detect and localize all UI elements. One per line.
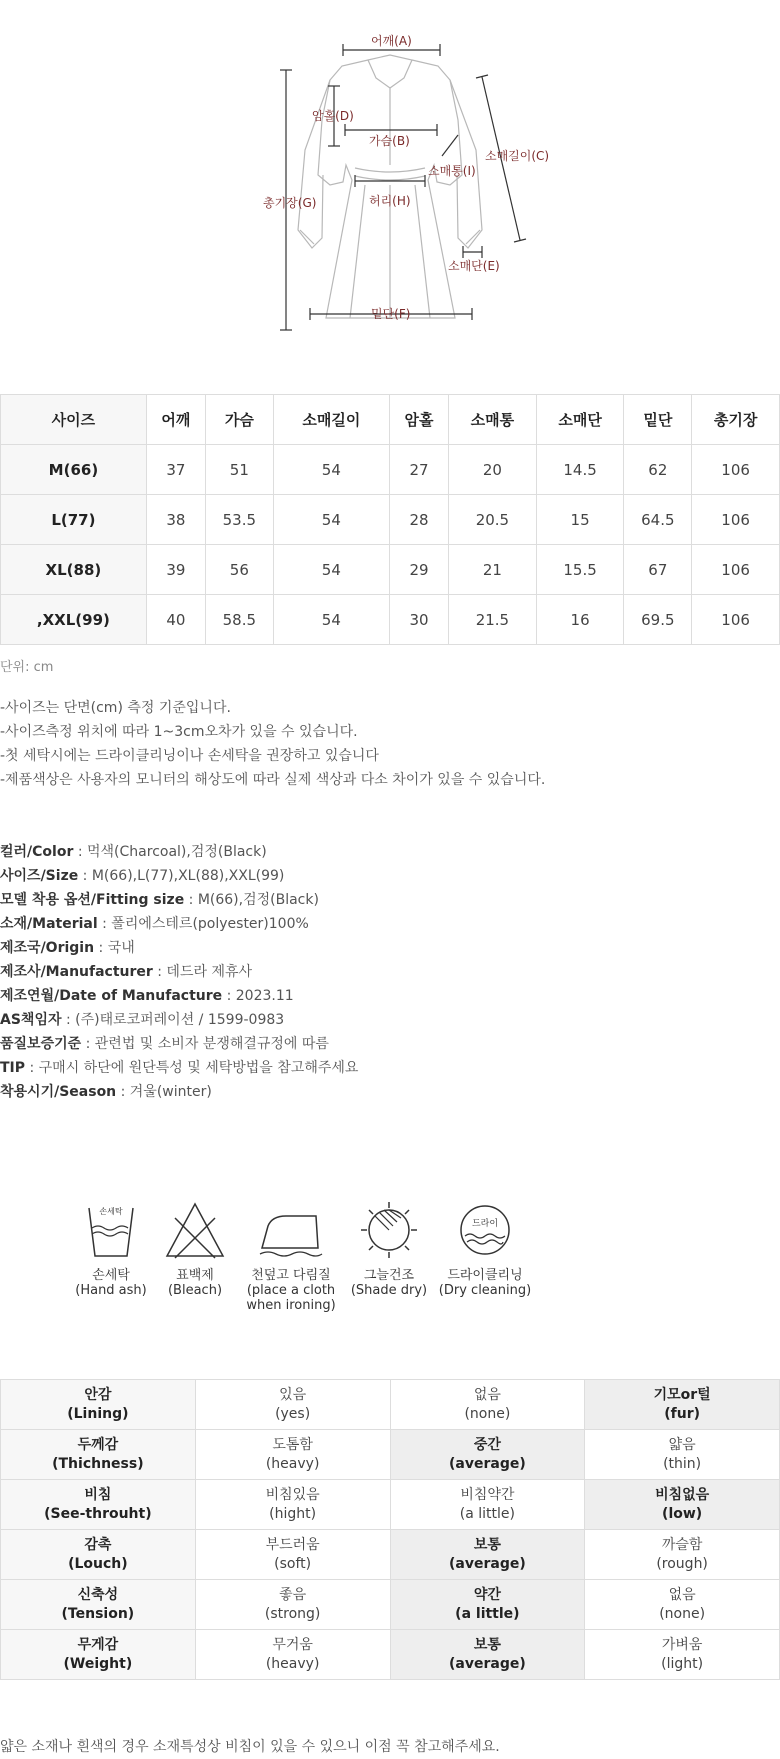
cell-line: 감촉 bbox=[84, 1536, 112, 1553]
spec-value: : 구매시 하단에 원단특성 및 세탁방법을 참고해주세요 bbox=[25, 1060, 359, 1076]
measure-cell: 30 bbox=[389, 595, 448, 645]
measure-cell: 29 bbox=[389, 545, 448, 595]
care-item-no-bleach bbox=[140, 1200, 250, 1298]
spec-label: 제조연월/Date of Manufacture bbox=[0, 988, 223, 1004]
fabric-option-selected bbox=[585, 1380, 780, 1430]
measure-cell: 28 bbox=[389, 495, 448, 545]
table-row bbox=[1, 545, 780, 595]
size-label-cell: ,XXL(99) bbox=[1, 595, 147, 645]
cell-line: 비침약간 bbox=[460, 1486, 515, 1503]
cell-line: 중간 bbox=[473, 1436, 501, 1453]
fabric-attribute-cell bbox=[1, 1630, 196, 1680]
care-label-line: (Hand ash) bbox=[75, 1283, 147, 1298]
cell-line: (thin) bbox=[663, 1455, 702, 1472]
measure-cell: 106 bbox=[692, 495, 780, 545]
label-hem: 밑단(F) bbox=[371, 307, 411, 321]
shade-dry-icon bbox=[357, 1200, 421, 1262]
cell-line: (See-throuht) bbox=[44, 1505, 152, 1522]
hand-wash-icon bbox=[81, 1200, 141, 1262]
note-line: -사이즈측정 위치에 따라 1~3cm오차가 있을 수 있습니다. bbox=[0, 724, 358, 740]
care-label-line: 표백제 bbox=[176, 1268, 214, 1283]
fabric-attribute-cell bbox=[1, 1580, 196, 1630]
fabric-option bbox=[585, 1430, 780, 1480]
fabric-table bbox=[0, 1379, 780, 1680]
spec-value: : 관련법 및 소비자 분쟁해결규정에 따름 bbox=[81, 1036, 329, 1052]
cell-line: (soft) bbox=[274, 1555, 312, 1572]
measure-cell: 54 bbox=[273, 445, 389, 495]
cell-line: (heavy) bbox=[265, 1655, 320, 1672]
measure-cell: 16 bbox=[536, 595, 624, 645]
spec-line bbox=[0, 1080, 358, 1104]
measure-cell: 106 bbox=[692, 445, 780, 495]
note-line: -첫 세탁시에는 드라이클리닝이나 손세탁을 권장하고 있습니다 bbox=[0, 748, 379, 764]
header-cell: 소매길이 bbox=[273, 395, 389, 445]
cell-line: 도톰함 bbox=[272, 1436, 313, 1453]
cell-line: (average) bbox=[449, 1655, 526, 1672]
cell-line: (none) bbox=[659, 1605, 706, 1622]
spec-value: : M(66),검정(Black) bbox=[184, 892, 319, 908]
spec-line bbox=[0, 960, 358, 984]
care-instructions bbox=[0, 1200, 780, 1330]
table-row bbox=[1, 495, 780, 545]
care-item-iron-with-cloth bbox=[236, 1200, 346, 1313]
fabric-option bbox=[195, 1630, 390, 1680]
cell-line: 비침있음 bbox=[265, 1486, 320, 1503]
label-sleeve-width: 소매통(I) bbox=[428, 164, 476, 178]
cell-line: 기모or털 bbox=[653, 1386, 711, 1403]
measure-cell: 67 bbox=[624, 545, 692, 595]
cell-line: (heavy) bbox=[265, 1455, 320, 1472]
measure-cell: 54 bbox=[273, 495, 389, 545]
spec-label: 품질보증기준 bbox=[0, 1036, 82, 1052]
cell-line: 보통 bbox=[473, 1636, 501, 1653]
measure-cell: 54 bbox=[273, 545, 389, 595]
cell-line: (none) bbox=[464, 1405, 511, 1422]
header-cell: 사이즈 bbox=[1, 395, 147, 445]
cell-line: 좋음 bbox=[279, 1586, 307, 1603]
cell-line: 비침없음 bbox=[655, 1486, 710, 1503]
svg-text:손세탁: 손세탁 bbox=[99, 1207, 123, 1216]
cell-line: 무거움 bbox=[272, 1636, 313, 1653]
cell-line: (average) bbox=[449, 1555, 526, 1572]
cell-line: 안감 bbox=[84, 1386, 112, 1403]
care-label-line: (Shade dry) bbox=[350, 1283, 428, 1298]
measure-cell: 54 bbox=[273, 595, 389, 645]
spec-value: : (주)태로코퍼레이션 / 1599-0983 bbox=[61, 1012, 285, 1028]
measure-cell: 15.5 bbox=[536, 545, 624, 595]
cell-line: (a little) bbox=[459, 1505, 515, 1522]
header-cell: 가슴 bbox=[205, 395, 273, 445]
label-chest: 가슴(B) bbox=[369, 134, 410, 148]
size-label-cell: M(66) bbox=[1, 445, 147, 495]
care-label-line: 그늘건조 bbox=[363, 1268, 415, 1283]
fabric-attribute-cell bbox=[1, 1430, 196, 1480]
cell-line: 무게감 bbox=[77, 1636, 119, 1653]
fabric-option bbox=[585, 1630, 780, 1680]
measure-cell: 27 bbox=[389, 445, 448, 495]
cell-line: (Tension) bbox=[61, 1605, 135, 1622]
fabric-option bbox=[195, 1530, 390, 1580]
cell-line: (Weight) bbox=[63, 1655, 133, 1672]
cell-line: (fur) bbox=[664, 1405, 700, 1422]
measure-cell: 53.5 bbox=[205, 495, 273, 545]
table-row bbox=[1, 1480, 780, 1530]
spec-label: 소재/Material bbox=[0, 916, 98, 932]
care-label-line: when ironing) bbox=[246, 1298, 336, 1313]
fabric-option-selected bbox=[390, 1430, 585, 1480]
header-cell: 밑단 bbox=[624, 395, 692, 445]
table-row bbox=[1, 595, 780, 645]
note-line: -사이즈는 단면(cm) 측정 기준입니다. bbox=[0, 700, 231, 716]
fabric-option-selected bbox=[390, 1630, 585, 1680]
header-cell: 소매통 bbox=[449, 395, 537, 445]
care-label-line: (Bleach) bbox=[167, 1283, 223, 1298]
cell-line: (Thichness) bbox=[52, 1455, 144, 1472]
fabric-option bbox=[585, 1580, 780, 1630]
care-label-line: 드라이클리닝 bbox=[447, 1268, 523, 1283]
care-label-line: 천덮고 다림질 bbox=[251, 1268, 331, 1283]
measure-cell: 20 bbox=[449, 445, 537, 495]
table-row bbox=[1, 1430, 780, 1480]
measure-cell: 39 bbox=[146, 545, 205, 595]
cell-line: (rough) bbox=[656, 1555, 708, 1572]
cell-line: (low) bbox=[662, 1505, 703, 1522]
fabric-option bbox=[390, 1480, 585, 1530]
spec-label: 모델 착용 옵션/Fitting size bbox=[0, 892, 185, 908]
care-item-shade-dry bbox=[334, 1200, 444, 1298]
cell-line: 있음 bbox=[279, 1386, 307, 1403]
spec-label: 제조국/Origin bbox=[0, 940, 95, 956]
measure-cell: 15 bbox=[536, 495, 624, 545]
measure-cell: 20.5 bbox=[449, 495, 537, 545]
spec-line bbox=[0, 936, 358, 960]
dry-cleaning-icon bbox=[455, 1200, 515, 1262]
spec-line bbox=[0, 1032, 358, 1056]
spec-value: : 데드라 제휴사 bbox=[152, 964, 253, 980]
fabric-option bbox=[390, 1380, 585, 1430]
cell-line: 신축성 bbox=[77, 1586, 119, 1603]
measure-cell: 106 bbox=[692, 545, 780, 595]
cell-line: 두께감 bbox=[77, 1436, 119, 1453]
measure-cell: 56 bbox=[205, 545, 273, 595]
spec-line bbox=[0, 1008, 358, 1032]
spec-line bbox=[0, 1056, 358, 1080]
table-row bbox=[1, 1530, 780, 1580]
label-armhole: 암홀(D) bbox=[312, 109, 354, 123]
cell-line: 얇음 bbox=[668, 1436, 696, 1453]
cell-line: (average) bbox=[449, 1455, 526, 1472]
label-sleeve-length: 소매길이(C) bbox=[485, 149, 550, 163]
cell-line: 가벼움 bbox=[661, 1636, 703, 1653]
spec-line bbox=[0, 864, 358, 888]
fabric-option bbox=[195, 1580, 390, 1630]
spec-value: : 겨울(winter) bbox=[116, 1084, 212, 1100]
measure-cell: 14.5 bbox=[536, 445, 624, 495]
spec-label: 사이즈/Size bbox=[0, 868, 79, 884]
fabric-attribute-cell bbox=[1, 1380, 196, 1430]
spec-value: : M(66),L(77),XL(88),XXL(99) bbox=[78, 868, 285, 884]
cell-line: (strong) bbox=[264, 1605, 321, 1622]
iron-with-cloth-icon bbox=[256, 1200, 326, 1262]
size-notes bbox=[0, 696, 545, 792]
spec-label: AS책임자 bbox=[0, 1012, 62, 1028]
fabric-option bbox=[195, 1380, 390, 1430]
spec-label: 착용시기/Season bbox=[0, 1084, 117, 1100]
measure-cell: 69.5 bbox=[624, 595, 692, 645]
fabric-option bbox=[585, 1530, 780, 1580]
measure-cell: 58.5 bbox=[205, 595, 273, 645]
measure-cell: 21.5 bbox=[449, 595, 537, 645]
measure-cell: 106 bbox=[692, 595, 780, 645]
spec-line bbox=[0, 888, 358, 912]
product-specs bbox=[0, 840, 358, 1104]
cell-line: 약간 bbox=[473, 1586, 501, 1603]
note-line: -제품색상은 사용자의 모니터의 해상도에 따라 실제 색상과 다소 차이가 있을 수 있습니다. bbox=[0, 772, 546, 788]
svg-text:드라이: 드라이 bbox=[471, 1219, 499, 1229]
header-cell: 암홀 bbox=[389, 395, 448, 445]
cell-line: 없음 bbox=[473, 1386, 501, 1403]
unit-label: 단위: cm bbox=[0, 660, 54, 675]
spec-line bbox=[0, 840, 358, 864]
cell-line: 까슬함 bbox=[661, 1536, 703, 1553]
label-cuff: 소매단(E) bbox=[448, 259, 500, 273]
care-label-line: (Dry cleaning) bbox=[438, 1283, 532, 1298]
spec-value: : 먹색(Charcoal),검정(Black) bbox=[73, 844, 267, 860]
spec-line bbox=[0, 912, 358, 936]
measure-cell: 64.5 bbox=[624, 495, 692, 545]
spec-value: : 2023.11 bbox=[222, 988, 294, 1004]
measure-cell: 51 bbox=[205, 445, 273, 495]
table-row bbox=[1, 1380, 780, 1430]
size-table-header bbox=[1, 395, 780, 445]
spec-value: : 국내 bbox=[94, 940, 135, 956]
size-table bbox=[0, 394, 780, 645]
care-label-line: (place a cloth bbox=[246, 1283, 336, 1298]
cell-line: (hight) bbox=[269, 1505, 317, 1522]
fabric-attribute-cell bbox=[1, 1530, 196, 1580]
table-row bbox=[1, 1630, 780, 1680]
dress-sketch bbox=[0, 0, 780, 360]
measure-cell: 37 bbox=[146, 445, 205, 495]
header-cell: 소매단 bbox=[536, 395, 624, 445]
cell-line: (light) bbox=[661, 1655, 704, 1672]
measure-cell: 21 bbox=[449, 545, 537, 595]
cell-line: 부드러움 bbox=[265, 1536, 320, 1553]
size-diagram bbox=[0, 0, 780, 360]
fabric-option-selected bbox=[585, 1480, 780, 1530]
label-waist: 허리(H) bbox=[369, 194, 411, 208]
fabric-option-selected bbox=[390, 1580, 585, 1630]
fabric-option bbox=[195, 1430, 390, 1480]
no-bleach-icon bbox=[163, 1200, 227, 1262]
label-shoulder: 어깨(A) bbox=[371, 34, 412, 48]
header-cell: 어깨 bbox=[146, 395, 205, 445]
cell-line: (a little) bbox=[455, 1605, 520, 1622]
label-total-length: 총기장(G) bbox=[263, 196, 317, 210]
table-row bbox=[1, 445, 780, 495]
spec-label: 컬러/Color bbox=[0, 844, 74, 860]
spec-label: TIP bbox=[0, 1060, 26, 1076]
fabric-option bbox=[195, 1480, 390, 1530]
cell-line: (Lining) bbox=[67, 1405, 129, 1422]
cell-line: 보통 bbox=[473, 1536, 501, 1553]
cell-line: (yes) bbox=[275, 1405, 311, 1422]
measure-cell: 38 bbox=[146, 495, 205, 545]
cell-line: (Louch) bbox=[68, 1555, 128, 1572]
care-label-line: 손세탁 bbox=[92, 1268, 130, 1283]
cell-line: 없음 bbox=[668, 1586, 696, 1603]
table-row bbox=[1, 1580, 780, 1630]
measure-cell: 40 bbox=[146, 595, 205, 645]
spec-line bbox=[0, 984, 358, 1008]
fabric-option-selected bbox=[390, 1530, 585, 1580]
care-item-dry-cleaning bbox=[430, 1200, 540, 1298]
footer-note: 얇은 소재나 흰색의 경우 소재특성상 비침이 있을 수 있으니 이점 꼭 참고해주세요. bbox=[0, 1739, 500, 1755]
size-label-cell: L(77) bbox=[1, 495, 147, 545]
fabric-attribute-cell bbox=[1, 1480, 196, 1530]
spec-label: 제조사/Manufacturer bbox=[0, 964, 153, 980]
size-label-cell: XL(88) bbox=[1, 545, 147, 595]
cell-line: 비침 bbox=[84, 1486, 112, 1503]
header-cell: 총기장 bbox=[692, 395, 780, 445]
measure-cell: 62 bbox=[624, 445, 692, 495]
spec-value: : 폴리에스테르(polyester)100% bbox=[97, 916, 309, 932]
